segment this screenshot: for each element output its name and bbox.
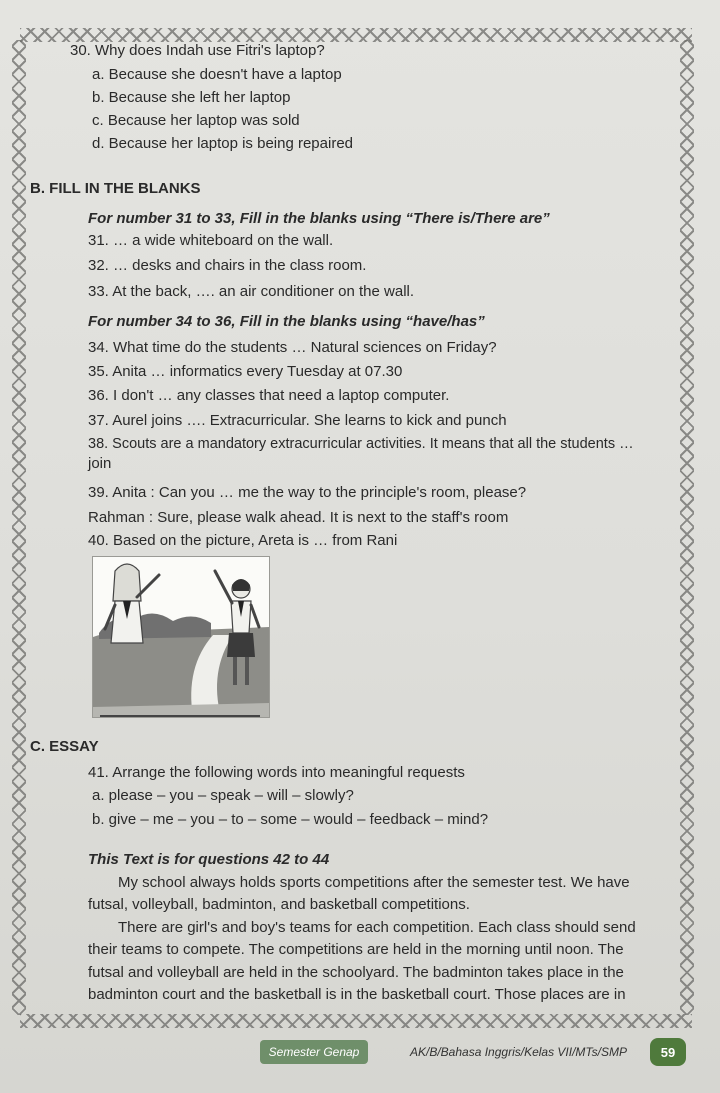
q30-option-a: a. Because she doesn't have a laptop [92, 66, 342, 83]
semester-badge: Semester Genap [260, 1040, 368, 1064]
question-39-line-2: Rahman : Sure, please walk ahead. It is next to the staff's room [88, 509, 509, 526]
q41-option-b: b. give – me – you – to – some – would – feedback – mind? [92, 811, 489, 828]
question-32: 32. … desks and chairs in the class room. [88, 257, 367, 274]
q30-option-d: d. Because her laptop is being repaired [92, 135, 354, 152]
section-c-title: C. ESSAY [30, 738, 99, 755]
question-34: 34. What time do the students … Natural sciences on Friday? [88, 339, 497, 356]
paragraph-line-4: their teams to compete. The competitions are held in the morning until noon. The [88, 941, 624, 958]
question-38: 38. Scouts are a mandatory extracurricular activities. It means that all the students … [88, 436, 634, 452]
decorative-border-left [12, 40, 26, 1015]
section-b-title: B. FILL IN THE BLANKS [30, 180, 201, 197]
paragraph-line-6: badminton court and the basketball is in the basketball court. Those places are in [88, 986, 626, 1003]
question-40: 40. Based on the picture, Areta is … from Rani [88, 532, 398, 549]
paragraph-line-2: futsal, volleyball, badminton, and basketball competitions. [88, 896, 470, 913]
course-code: AK/B/Bahasa Inggris/Kelas VII/MTs/SMP [410, 1045, 627, 1059]
section-b-instruction-1: For number 31 to 33, Fill in the blanks using “There is/There are” [88, 210, 550, 227]
paragraph-line-3: There are girl's and boy's teams for each competition. Each class should send [118, 919, 636, 936]
text-intro: This Text is for questions 42 to 44 [88, 851, 330, 868]
decorative-border-top [20, 28, 692, 42]
question-37: 37. Aurel joins …. Extracurricular. She learns to kick and punch [88, 412, 507, 429]
question-30: 30. Why does Indah use Fitri's laptop? [70, 42, 325, 59]
section-b-instruction-2: For number 34 to 36, Fill in the blanks using “have/has” [88, 313, 485, 330]
question-36: 36. I don't … any classes that need a laptop computer. [88, 387, 450, 404]
question-39-line-1: 39. Anita : Can you … me the way to the principle's room, please? [88, 484, 527, 501]
q30-option-b: b. Because she left her laptop [92, 89, 291, 106]
question-38-cont: join [88, 455, 112, 472]
q30-option-c: c. Because her laptop was sold [92, 112, 300, 129]
illustration-svg [93, 557, 269, 717]
picture-underline [100, 715, 260, 717]
question-41: 41. Arrange the following words into meaningful requests [88, 764, 465, 781]
decorative-border-bottom [20, 1014, 692, 1028]
page-number-badge: 59 [650, 1038, 686, 1066]
illustration-two-girls [92, 556, 270, 718]
page-footer [0, 1038, 720, 1068]
decorative-border-right [680, 40, 694, 1015]
q41-option-a: a. please – you – speak – will – slowly? [92, 787, 354, 804]
paragraph-line-5: futsal and volleyball are held in the schoolyard. The badminton takes place in the [88, 964, 624, 981]
question-35: 35. Anita … informatics every Tuesday at 07.30 [88, 363, 403, 380]
paragraph-line-1: My school always holds sports competitions after the semester test. We have [118, 874, 630, 891]
question-33: 33. At the back, …. an air conditioner on the wall. [88, 283, 415, 300]
question-31: 31. … a wide whiteboard on the wall. [88, 232, 334, 249]
